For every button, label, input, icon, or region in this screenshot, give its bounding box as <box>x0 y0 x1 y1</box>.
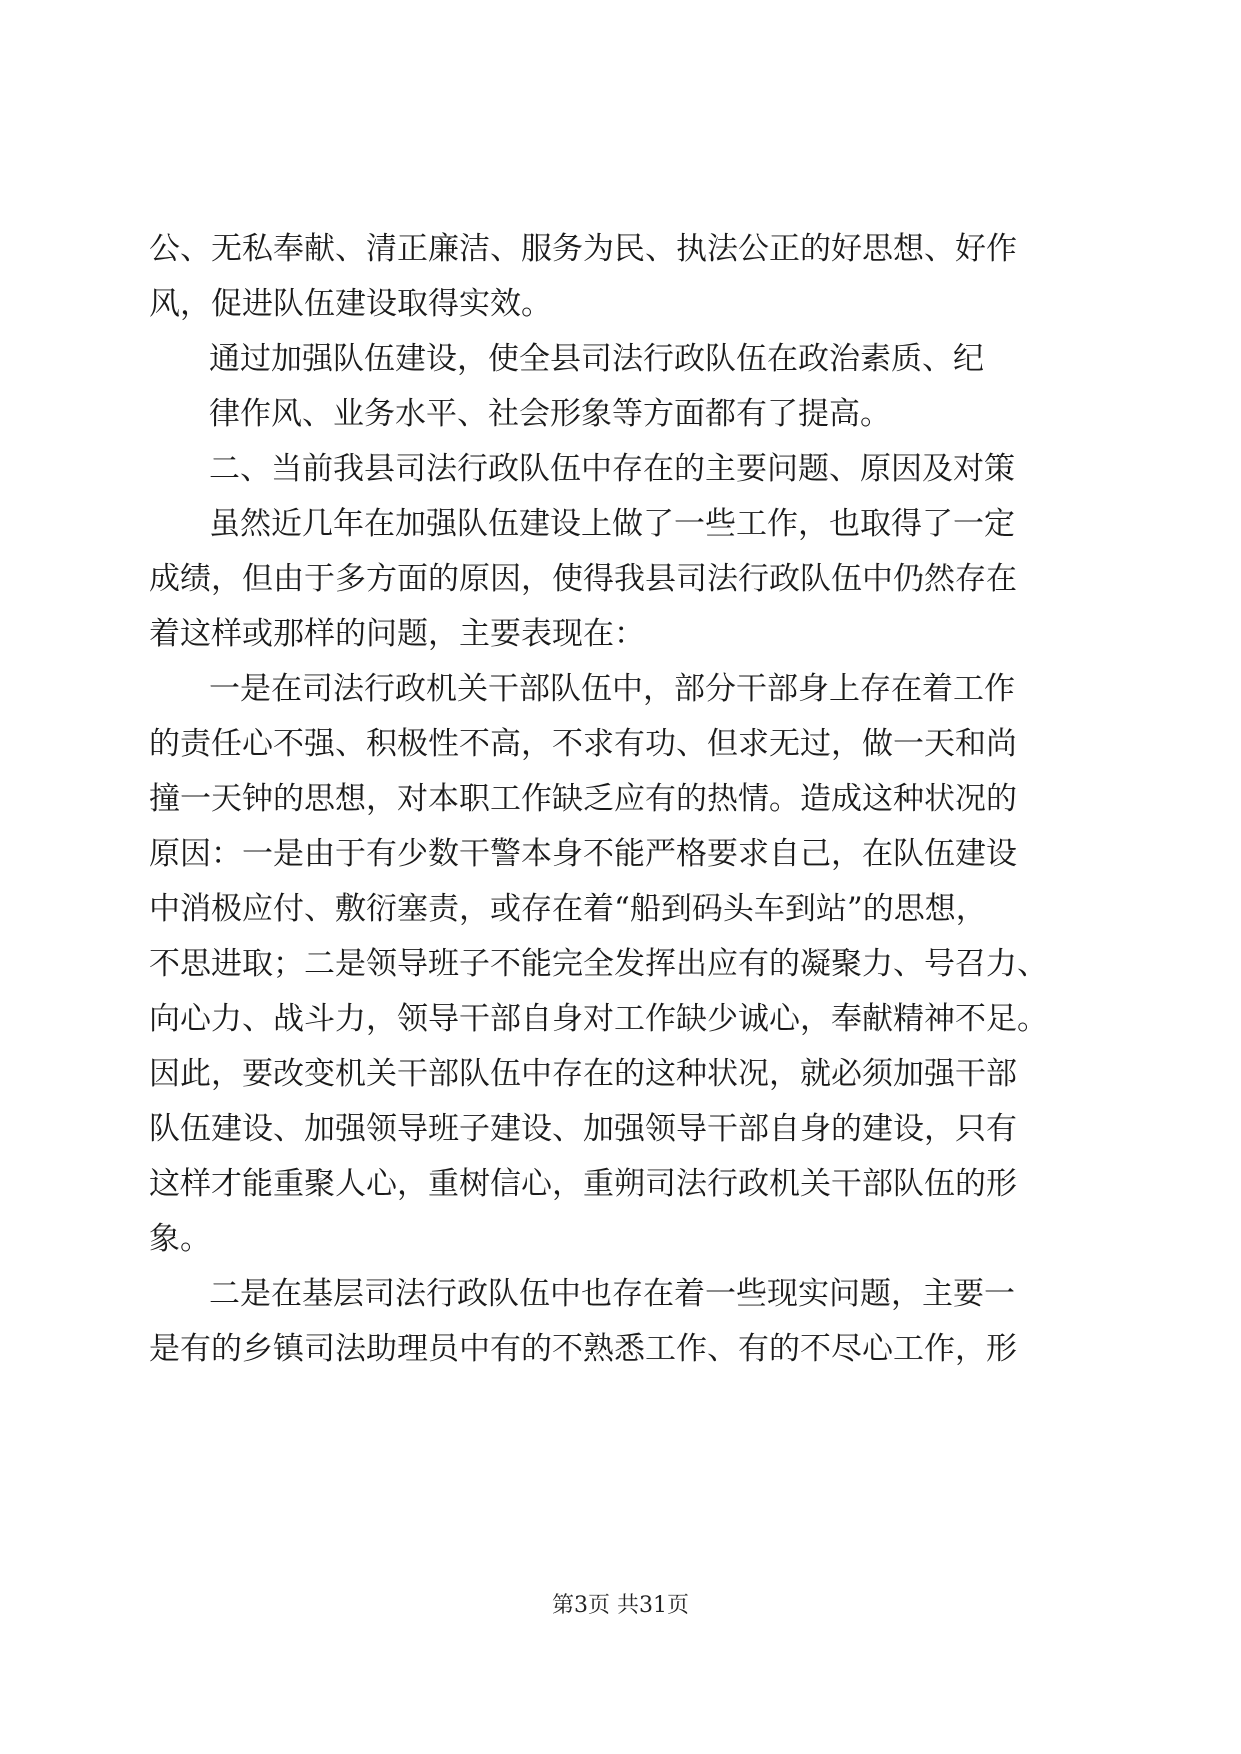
text-line: 原因：一是由于有少数干警本身不能严格要求自己，在队伍建设 <box>149 836 1017 872</box>
text-line: 撞一天钟的思想，对本职工作缺乏应有的热情。造成这种状况的 <box>149 781 1017 817</box>
text-line: 向心力、战斗力，领导干部自身对工作缺少诚心，奉献精神不足。 <box>149 1001 1048 1037</box>
text-line: 中消极应付、敷衍塞责，或存在着“船到码头车到站”的思想， <box>149 891 987 927</box>
text-line: 律作风、业务水平、社会形象等方面都有了提高。 <box>209 396 891 432</box>
text-line: 因此，要改变机关干部队伍中存在的这种状况，就必须加强干部 <box>149 1056 1017 1092</box>
text-line: 成绩，但由于多方面的原因，使得我县司法行政队伍中仍然存在 <box>149 561 1017 597</box>
text-line: 公、无私奉献、清正廉洁、服务为民、执法公正的好思想、好作 <box>149 231 1017 267</box>
text-line: 一是在司法行政机关干部队伍中，部分干部身上存在着工作 <box>209 671 1015 707</box>
text-line: 二是在基层司法行政队伍中也存在着一些现实问题，主要一 <box>209 1276 1015 1312</box>
text-line: 的责任心不强、积极性不高，不求有功、但求无过，做一天和尚 <box>149 726 1017 762</box>
text-line: 这样才能重聚人心，重树信心，重朔司法行政机关干部队伍的形 <box>149 1166 1017 1202</box>
text-line: 通过加强队伍建设，使全县司法行政队伍在政治素质、纪 <box>209 341 984 377</box>
text-line: 风，促进队伍建设取得实效。 <box>149 286 552 322</box>
text-line: 队伍建设、加强领导班子建设、加强领导干部自身的建设，只有 <box>149 1111 1017 1147</box>
text-line: 是有的乡镇司法助理员中有的不熟悉工作、有的不尽心工作，形 <box>149 1331 1017 1367</box>
section-heading: 二、当前我县司法行政队伍中存在的主要问题、原因及对策 <box>209 451 1015 487</box>
text-line: 着这样或那样的问题，主要表现在： <box>149 616 645 652</box>
text-line: 虽然近几年在加强队伍建设上做了一些工作，也取得了一定 <box>209 506 1015 542</box>
text-line: 象。 <box>149 1221 211 1257</box>
page-footer: 第3页 共31页 <box>552 1593 689 1618</box>
text-line: 不思进取；二是领导班子不能完全发挥出应有的凝聚力、号召力、 <box>149 946 1048 982</box>
